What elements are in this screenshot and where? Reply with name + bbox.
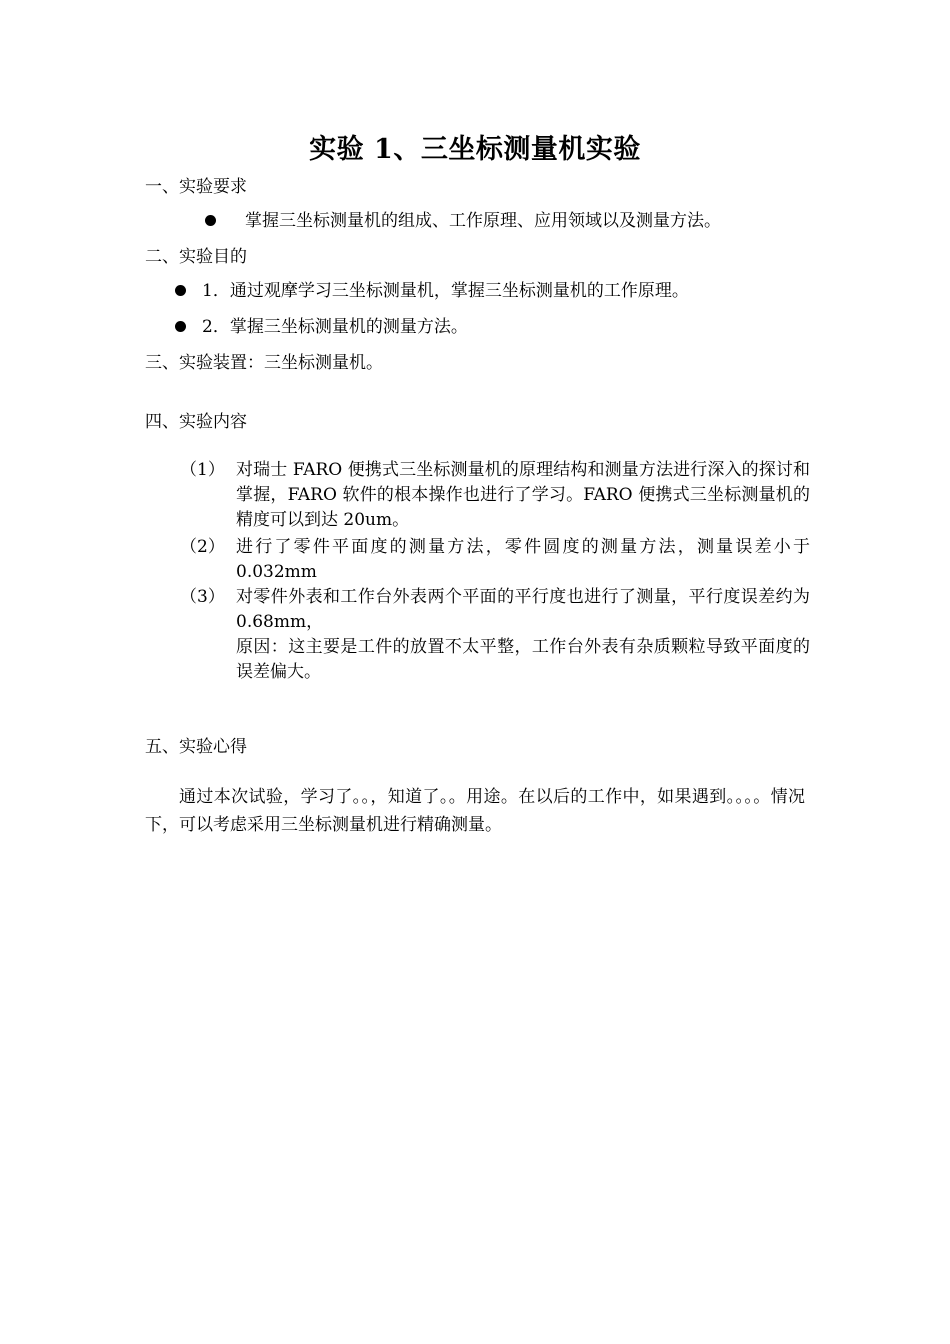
- section-heading-purpose: 二、实验目的: [145, 247, 247, 267]
- content-item: [180, 458, 810, 533]
- requirement-bullet-text: 掌握三坐标测量机的组成、工作原理、应用领域以及测量方法。: [245, 211, 721, 231]
- bullet-icon: [175, 285, 186, 296]
- reflection-paragraph: 通过本次试验，学习了。。，知道了。。用途。在以后的工作中，如果遇到。。。。情况下，可以考虑采用三坐标测量机进行精确测量。: [145, 787, 805, 835]
- section-heading-content: 四、实验内容: [145, 412, 247, 432]
- section-heading-reflection: 五、实验心得: [145, 737, 247, 757]
- item-text: 进行了零件平面度的测量方法，零件圆度的测量方法，测量误差小于 0.032mm: [236, 537, 810, 582]
- content-item: [180, 585, 810, 685]
- item-number: （3）: [180, 587, 225, 607]
- item-number: （1）: [180, 460, 225, 480]
- section-heading-apparatus: 三、实验装置：三坐标测量机。: [145, 353, 383, 373]
- item-number: （2）: [180, 537, 225, 557]
- document-title: 实验 1、三坐标测量机实验: [309, 134, 641, 165]
- purpose-bullet-text: 1．通过观摩学习三坐标测量机，掌握三坐标测量机的工作原理。: [202, 281, 689, 301]
- section-heading-requirements: 一、实验要求: [145, 177, 247, 197]
- content-item: [180, 535, 810, 585]
- purpose-bullet-text: 2．掌握三坐标测量机的测量方法。: [202, 317, 468, 337]
- item-text: 对零件外表和工作台外表两个平面的平行度也进行了测量，平行度误差约为 0.68mm，: [236, 587, 810, 632]
- item-text: 对瑞士 FARO 便携式三坐标测量机的原理结构和测量方法进行深入的探讨和掌握，FARO 软件的根本操作也进行了学习。FARO 便携式三坐标测量机的精度可以到达 20um。: [236, 460, 810, 530]
- bullet-icon: [205, 215, 216, 226]
- bullet-icon: [175, 321, 186, 332]
- item-text-reason: 原因：这主要是工件的放置不太平整，工作台外表有杂质颗粒导致平面度的误差偏大。: [236, 637, 810, 682]
